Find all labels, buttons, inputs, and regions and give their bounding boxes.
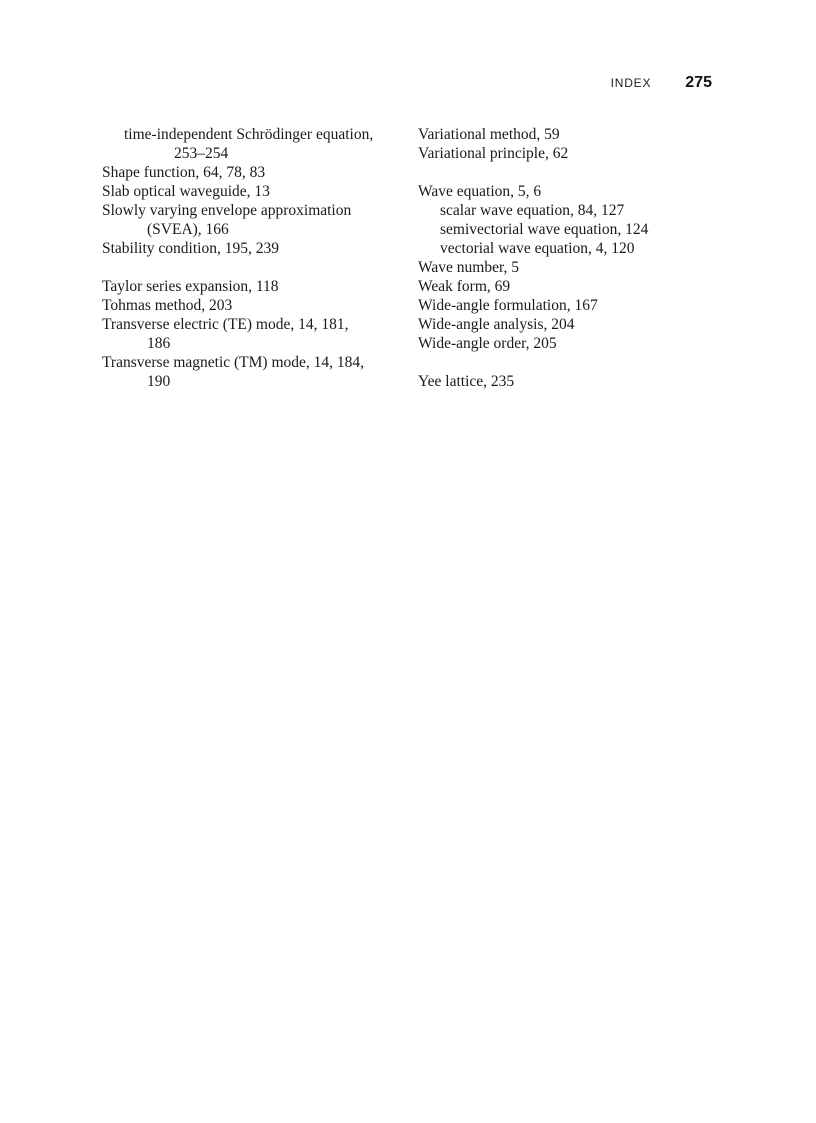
index-subentry: vectorial wave equation, 4, 120 — [440, 240, 635, 257]
index-entry: Wave equation, 5, 6 — [418, 183, 542, 200]
index-entry-continuation: 190 — [147, 373, 171, 390]
group-spacer — [418, 163, 718, 182]
running-head-label: INDEX — [610, 76, 652, 90]
index-column-left — [102, 125, 402, 391]
index-entry: Slab optical waveguide, 13 — [102, 183, 270, 200]
index-entry: Wave number, 5 — [418, 259, 519, 276]
index-entry: Wide-angle order, 205 — [418, 335, 557, 352]
index-entry: Shape function, 64, 78, 83 — [102, 164, 266, 181]
index-entry: Taylor series expansion, 118 — [102, 278, 279, 295]
group-spacer — [102, 258, 402, 277]
index-entry: Tohmas method, 203 — [102, 297, 233, 314]
index-entry: Stability condition, 195, 239 — [102, 240, 279, 257]
index-subentry: scalar wave equation, 84, 127 — [440, 202, 625, 219]
index-subentry: semivectorial wave equation, 124 — [440, 221, 649, 238]
index-entry: Yee lattice, 235 — [418, 373, 515, 390]
group-spacer — [418, 353, 718, 372]
index-entry: Variational method, 59 — [418, 126, 560, 143]
index-entry: Wide-angle analysis, 204 — [418, 316, 575, 333]
index-subentry: time-independent Schrödinger equation, — [124, 126, 374, 143]
index-entry-continuation: 186 — [147, 335, 171, 352]
index-entry-continuation: 253–254 — [174, 145, 229, 162]
running-head — [611, 74, 712, 92]
index-entry: Variational principle, 62 — [418, 145, 569, 162]
index-entry: Slowly varying envelope approximation — [102, 202, 352, 219]
index-column-right — [418, 125, 718, 391]
index-entry: Wide-angle formulation, 167 — [418, 297, 598, 314]
index-entry-continuation: (SVEA), 166 — [147, 221, 229, 238]
index-entry: Weak form, 69 — [418, 278, 511, 295]
page-number: 275 — [685, 74, 712, 91]
index-entry: Transverse magnetic (TM) mode, 14, 184, — [102, 354, 365, 371]
index-entry: Transverse electric (TE) mode, 14, 181, — [102, 316, 349, 333]
